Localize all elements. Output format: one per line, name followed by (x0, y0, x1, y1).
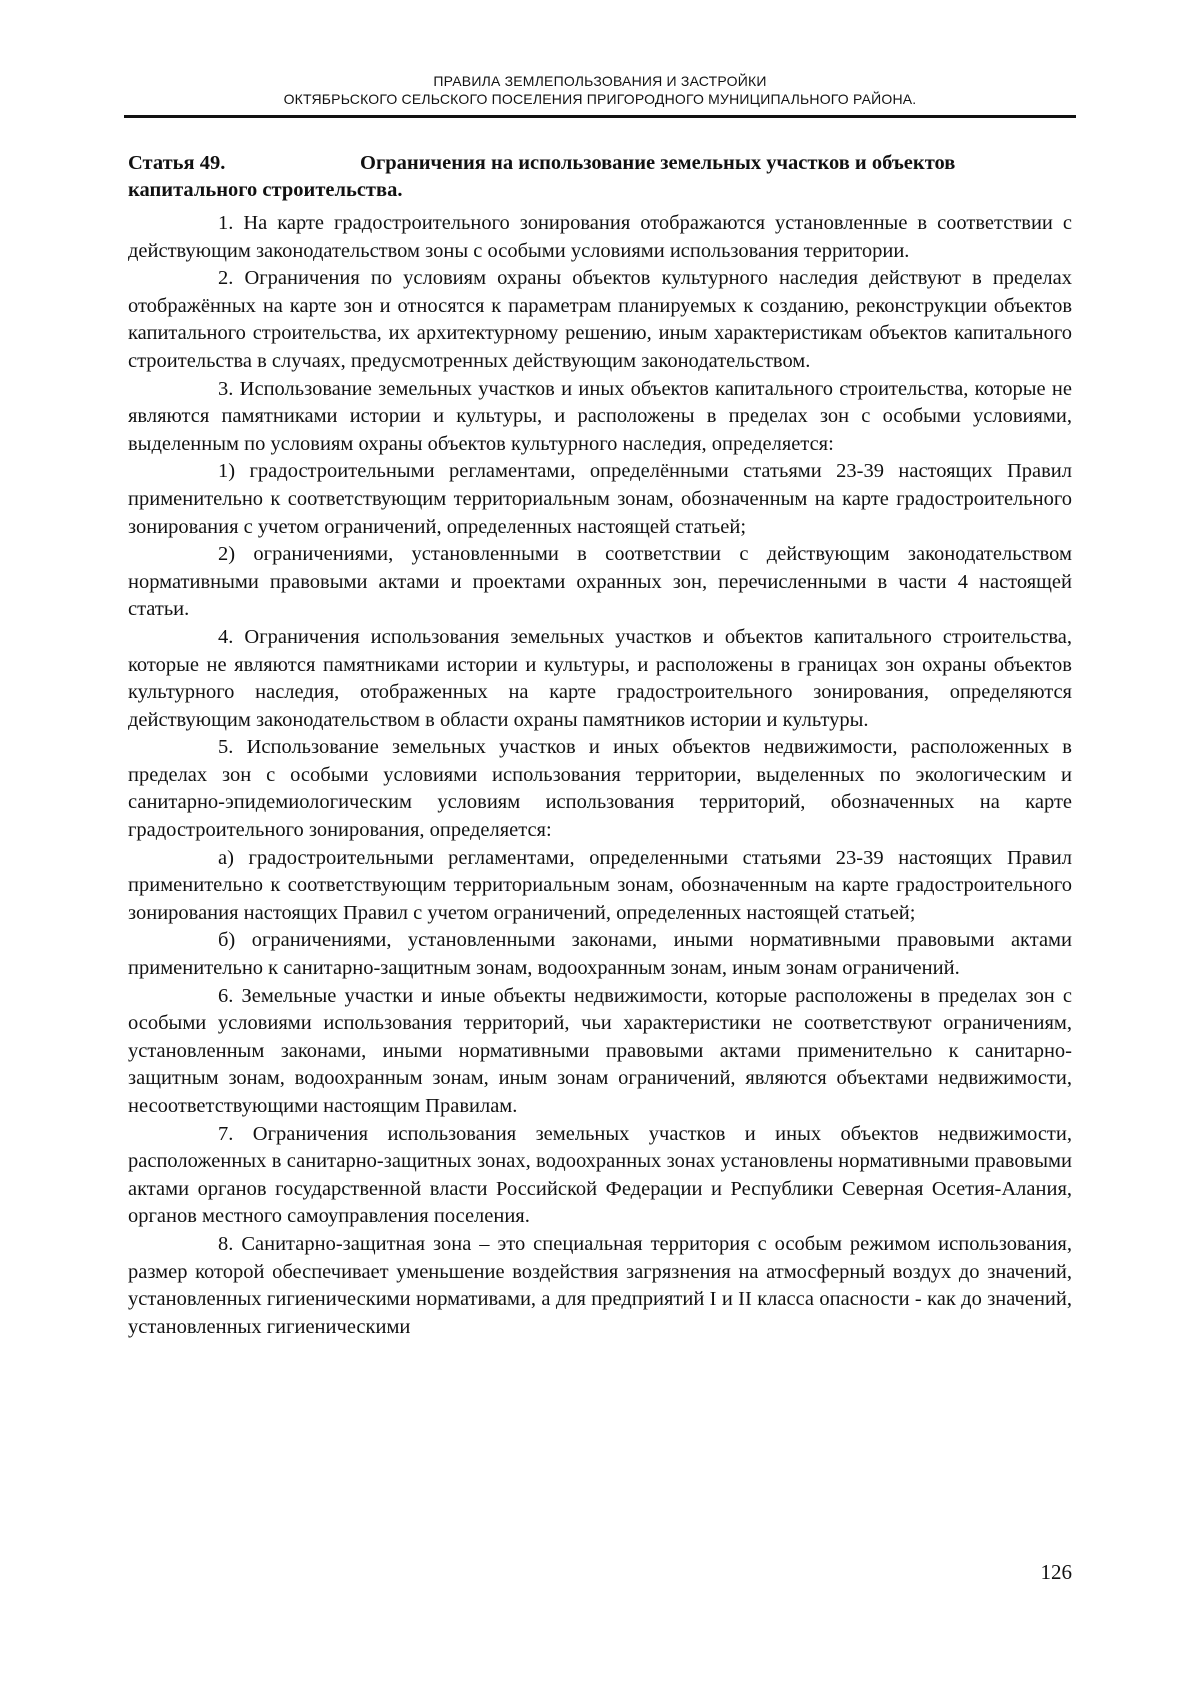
paragraph-2: 2. Ограничения по условиям охраны объектов культурного наследия действуют в пределах отображённых на карте зон и относятся к параметрам планируемых к созданию, реконструкции объектов капитального строительства, их архитектурному решению, иным характеристикам объектов капитального строительства в случаях, предусмотренных действующим законодательством. (128, 267, 1072, 372)
paragraph-1: 1. На карте градостроительного зонирования отображаются установленные в соответствии с действующим законодательством зоны с особыми условиями использования территории. (128, 212, 1072, 262)
paragraph-6: 6. Земельные участки и иные объекты недвижимости, которые расположены в пределах зон с особыми условиями использования территорий, чьи характеристики не соответствуют ограничениям, установленным законами, иными нормативными правовыми актами применительно к санитарно-защитным зонам, водоохранным зонам, иным зонам ограничений, являются объектами недвижимости, несоответствующими настоящим Правилам. (128, 984, 1072, 1117)
paragraph-7: 7. Ограничения использования земельных участков и иных объектов недвижимости, расположенных в санитарно-защитных зонах, водоохранных зонах установлены нормативными правовыми актами органов государственной власти Российской Федерации и Республики Северная Осетия-Алания, органов местного самоуправления поселения. (128, 1122, 1072, 1228)
paragraph-5-item-a: а) градостроительными регламентами, определенными статьями 23-39 настоящих Правил применительно к соответствующим территориальным зонам, обозначенным на карте градостроительного зонирования настоящих Правил с учетом ограничений, определенных настоящей статьей; (128, 846, 1072, 924)
document-body (128, 150, 1072, 1341)
paragraph-5-item-b: б) ограничениями, установленными законами, иными нормативными правовыми актами применительно к санитарно-защитным зонам, водоохранным зонам, иным зонам ограничений. (128, 929, 1072, 980)
paragraph-3-item-1: 1) градостроительными регламентами, определёнными статьями 23-39 настоящих Правил применительно к соответствующим территориальным зонам, обозначенным на карте градостроительного зонирования с учетом ограничений, определенных настоящей статьей; (128, 460, 1072, 538)
header-line-2: ОКТЯБРЬСКОГО СЕЛЬСКОГО ПОСЕЛЕНИЯ ПРИГОРОДНОГО МУНИЦИПАЛЬНОГО РАЙОНА. (283, 91, 917, 107)
header-divider (124, 115, 1076, 118)
paragraph-8: 8. Санитарно-защитная зона – это специальная территория с особым режимом использования, размер которой обеспечивает уменьшение воздействия загрязнения на атмосферный воздух до значений, установленных гигиеническими нормативами, а для предприятий I и II класса опасности - как до значений, установленных гигиеническими (128, 1232, 1072, 1338)
paragraph-3: 3. Использование земельных участков и иных объектов капитального строительства, которые не являются памятниками истории и культуры, и расположены в пределах зон с особыми условиями, выделенным по условиям охраны объектов культурного наследия, определяется: (128, 377, 1072, 455)
article-title: Ограничения на использование земельных участков и объектов капитального строительства. (128, 152, 956, 201)
article-heading (128, 150, 1072, 204)
paragraph-3-item-2: 2) ограничениями, установленными в соответствии с действующим законодательством нормативными правовыми актами и проектами охранных зон, перечисленными в части 4 настоящей статьи. (128, 543, 1072, 621)
running-header (124, 72, 1076, 108)
paragraph-5: 5. Использование земельных участков и иных объектов недвижимости, расположенных в пределах зон с особыми условиями использования территории, выделенных по экологическим и санитарно-эпидемиологическим условиям использования территорий, обозначенных на карте градостроительного зонирования, определяется: (128, 736, 1072, 842)
header-line-1: ПРАВИЛА ЗЕМЛЕПОЛЬЗОВАНИЯ И ЗАСТРОЙКИ (433, 73, 767, 89)
article-number: Статья 49. (128, 152, 226, 174)
paragraph-4: 4. Ограничения использования земельных участков и объектов капитального строительства, которые не являются памятниками истории и культуры, и расположены в границах зон охраны объектов культурного наследия, отображенных на карте градостроительного зонирования, определяются действующим законодательством в области охраны памятников истории и культуры. (128, 625, 1072, 731)
page-number: 126 (1040, 1560, 1072, 1584)
